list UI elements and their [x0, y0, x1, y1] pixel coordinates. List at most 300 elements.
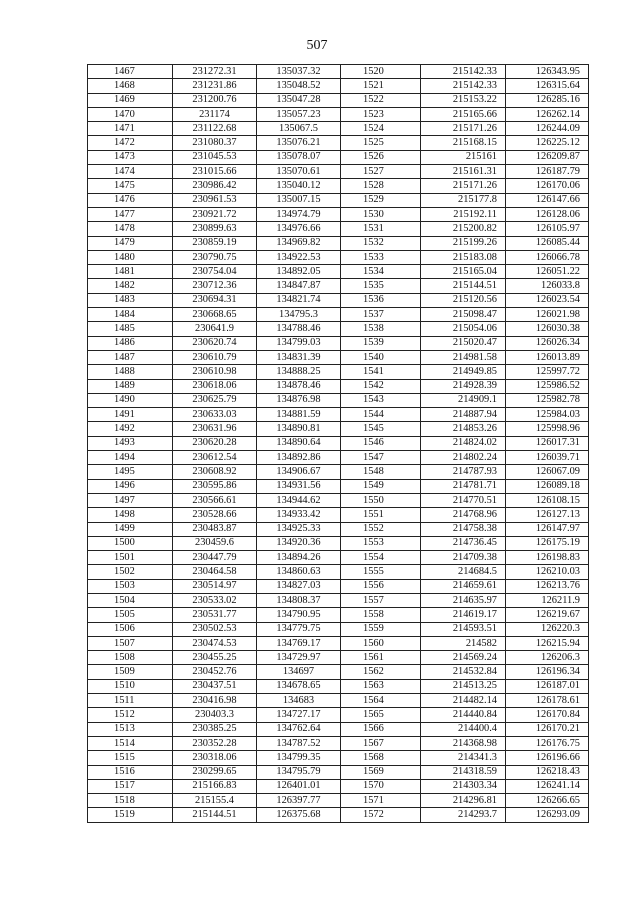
table-row	[88, 551, 589, 565]
table-row	[88, 465, 589, 479]
point-number-cell: 1501	[88, 551, 173, 565]
point-number-cell: 1508	[88, 651, 173, 665]
x-coordinate-cell: 214593.51	[421, 622, 506, 636]
y-coordinate-cell: 126017.31	[506, 436, 589, 450]
point-number-cell: 1485	[88, 322, 173, 336]
table-row	[88, 79, 589, 93]
table-row	[88, 679, 589, 693]
y-coordinate-cell: 126170.21	[506, 722, 589, 736]
y-coordinate-cell: 125984.03	[506, 408, 589, 422]
point-number-cell: 1498	[88, 508, 173, 522]
y-coordinate-cell: 134808.37	[257, 593, 341, 607]
x-coordinate-cell: 214635.97	[421, 593, 506, 607]
x-coordinate-cell: 231015.66	[173, 165, 257, 179]
point-number-cell: 1548	[341, 465, 421, 479]
x-coordinate-cell: 214303.34	[421, 779, 506, 793]
x-coordinate-cell: 214532.84	[421, 665, 506, 679]
table-row	[88, 694, 589, 708]
y-coordinate-cell: 125998.96	[506, 422, 589, 436]
y-coordinate-cell: 135040.12	[257, 179, 341, 193]
x-coordinate-cell: 230416.98	[173, 694, 257, 708]
point-number-cell: 1543	[341, 393, 421, 407]
point-number-cell: 1564	[341, 694, 421, 708]
x-coordinate-cell: 230986.42	[173, 179, 257, 193]
x-coordinate-cell: 215142.33	[421, 79, 506, 93]
x-coordinate-cell: 214400.4	[421, 722, 506, 736]
x-coordinate-cell: 215142.33	[421, 65, 506, 79]
x-coordinate-cell: 231231.86	[173, 79, 257, 93]
point-number-cell: 1518	[88, 794, 173, 808]
point-number-cell: 1524	[341, 122, 421, 136]
x-coordinate-cell: 214709.38	[421, 551, 506, 565]
y-coordinate-cell: 126266.65	[506, 794, 589, 808]
x-coordinate-cell: 215161.31	[421, 165, 506, 179]
y-coordinate-cell: 134892.86	[257, 451, 341, 465]
y-coordinate-cell: 134922.53	[257, 250, 341, 264]
coordinates-table	[87, 64, 589, 823]
x-coordinate-cell: 214802.24	[421, 451, 506, 465]
y-coordinate-cell: 126285.16	[506, 93, 589, 107]
point-number-cell: 1511	[88, 694, 173, 708]
y-coordinate-cell: 134925.33	[257, 522, 341, 536]
x-coordinate-cell: 231122.68	[173, 122, 257, 136]
x-coordinate-cell: 230437.51	[173, 679, 257, 693]
x-coordinate-cell: 230712.36	[173, 279, 257, 293]
x-coordinate-cell: 230790.75	[173, 250, 257, 264]
point-number-cell: 1484	[88, 308, 173, 322]
table-row	[88, 765, 589, 779]
point-number-cell: 1551	[341, 508, 421, 522]
y-coordinate-cell: 126051.22	[506, 265, 589, 279]
point-number-cell: 1566	[341, 722, 421, 736]
table-row	[88, 708, 589, 722]
point-number-cell: 1565	[341, 708, 421, 722]
table-row	[88, 451, 589, 465]
x-coordinate-cell: 215165.04	[421, 265, 506, 279]
x-coordinate-cell: 215171.26	[421, 179, 506, 193]
y-coordinate-cell: 134890.64	[257, 436, 341, 450]
x-coordinate-cell: 230528.66	[173, 508, 257, 522]
x-coordinate-cell: 215153.22	[421, 93, 506, 107]
x-coordinate-cell: 214368.98	[421, 736, 506, 750]
y-coordinate-cell: 125997.72	[506, 365, 589, 379]
y-coordinate-cell: 126343.95	[506, 65, 589, 79]
x-coordinate-cell: 214482.14	[421, 694, 506, 708]
y-coordinate-cell: 126039.71	[506, 451, 589, 465]
y-coordinate-cell: 126026.34	[506, 336, 589, 350]
x-coordinate-cell: 214440.84	[421, 708, 506, 722]
x-coordinate-cell: 214318.59	[421, 765, 506, 779]
y-coordinate-cell: 135067.5	[257, 122, 341, 136]
point-number-cell: 1529	[341, 193, 421, 207]
x-coordinate-cell: 230403.3	[173, 708, 257, 722]
y-coordinate-cell: 134779.75	[257, 622, 341, 636]
point-number-cell: 1490	[88, 393, 173, 407]
x-coordinate-cell: 231080.37	[173, 136, 257, 150]
x-coordinate-cell: 230610.79	[173, 350, 257, 364]
point-number-cell: 1537	[341, 308, 421, 322]
point-number-cell: 1480	[88, 250, 173, 264]
y-coordinate-cell: 126089.18	[506, 479, 589, 493]
point-number-cell: 1476	[88, 193, 173, 207]
y-coordinate-cell: 126244.09	[506, 122, 589, 136]
point-number-cell: 1474	[88, 165, 173, 179]
table-row	[88, 794, 589, 808]
point-number-cell: 1560	[341, 636, 421, 650]
table-row	[88, 308, 589, 322]
x-coordinate-cell: 215177.8	[421, 193, 506, 207]
y-coordinate-cell: 126196.66	[506, 751, 589, 765]
y-coordinate-cell: 134799.03	[257, 336, 341, 350]
point-number-cell: 1479	[88, 236, 173, 250]
x-coordinate-cell: 214569.24	[421, 651, 506, 665]
y-coordinate-cell: 134878.46	[257, 379, 341, 393]
y-coordinate-cell: 134881.59	[257, 408, 341, 422]
y-coordinate-cell: 126175.19	[506, 536, 589, 550]
y-coordinate-cell: 134876.98	[257, 393, 341, 407]
y-coordinate-cell: 135057.23	[257, 107, 341, 121]
table-row	[88, 565, 589, 579]
table-row	[88, 751, 589, 765]
x-coordinate-cell: 214293.7	[421, 808, 506, 822]
y-coordinate-cell: 134931.56	[257, 479, 341, 493]
point-number-cell: 1482	[88, 279, 173, 293]
x-coordinate-cell: 215183.08	[421, 250, 506, 264]
x-coordinate-cell: 230447.79	[173, 551, 257, 565]
x-coordinate-cell: 214853.26	[421, 422, 506, 436]
point-number-cell: 1549	[341, 479, 421, 493]
x-coordinate-cell: 214887.94	[421, 408, 506, 422]
x-coordinate-cell: 214787.93	[421, 465, 506, 479]
x-coordinate-cell: 230899.63	[173, 222, 257, 236]
point-number-cell: 1530	[341, 207, 421, 221]
table-row	[88, 336, 589, 350]
page-number: 507	[306, 38, 328, 53]
x-coordinate-cell: 215168.15	[421, 136, 506, 150]
x-coordinate-cell: 230610.98	[173, 365, 257, 379]
x-coordinate-cell: 215161	[421, 150, 506, 164]
x-coordinate-cell: 214659.61	[421, 579, 506, 593]
y-coordinate-cell: 126241.14	[506, 779, 589, 793]
x-coordinate-cell: 214296.81	[421, 794, 506, 808]
y-coordinate-cell: 126401.01	[257, 779, 341, 793]
point-number-cell: 1468	[88, 79, 173, 93]
point-number-cell: 1493	[88, 436, 173, 450]
table-row	[88, 179, 589, 193]
y-coordinate-cell: 126375.68	[257, 808, 341, 822]
x-coordinate-cell: 230631.96	[173, 422, 257, 436]
table-row	[88, 579, 589, 593]
point-number-cell: 1568	[341, 751, 421, 765]
table-row	[88, 393, 589, 407]
y-coordinate-cell: 126085.44	[506, 236, 589, 250]
y-coordinate-cell: 134769.17	[257, 636, 341, 650]
y-coordinate-cell: 126213.76	[506, 579, 589, 593]
table-row	[88, 122, 589, 136]
y-coordinate-cell: 126187.01	[506, 679, 589, 693]
y-coordinate-cell: 126211.9	[506, 593, 589, 607]
point-number-cell: 1536	[341, 293, 421, 307]
x-coordinate-cell: 230502.53	[173, 622, 257, 636]
y-coordinate-cell: 126187.79	[506, 165, 589, 179]
y-coordinate-cell: 126013.89	[506, 350, 589, 364]
y-coordinate-cell: 126315.64	[506, 79, 589, 93]
table-row	[88, 479, 589, 493]
table-row	[88, 265, 589, 279]
x-coordinate-cell: 230859.19	[173, 236, 257, 250]
x-coordinate-cell: 230299.65	[173, 765, 257, 779]
y-coordinate-cell: 126178.61	[506, 694, 589, 708]
y-coordinate-cell: 134795.3	[257, 308, 341, 322]
point-number-cell: 1503	[88, 579, 173, 593]
y-coordinate-cell: 126215.94	[506, 636, 589, 650]
point-number-cell: 1505	[88, 608, 173, 622]
x-coordinate-cell: 230633.03	[173, 408, 257, 422]
table-row	[88, 107, 589, 121]
point-number-cell: 1559	[341, 622, 421, 636]
y-coordinate-cell: 134683	[257, 694, 341, 708]
x-coordinate-cell: 231272.31	[173, 65, 257, 79]
x-coordinate-cell: 230566.61	[173, 493, 257, 507]
y-coordinate-cell: 126030.38	[506, 322, 589, 336]
x-coordinate-cell: 215171.26	[421, 122, 506, 136]
x-coordinate-cell: 214781.71	[421, 479, 506, 493]
y-coordinate-cell: 126218.43	[506, 765, 589, 779]
x-coordinate-cell: 214949.85	[421, 365, 506, 379]
point-number-cell: 1495	[88, 465, 173, 479]
point-number-cell: 1563	[341, 679, 421, 693]
x-coordinate-cell: 214736.45	[421, 536, 506, 550]
x-coordinate-cell: 215144.51	[421, 279, 506, 293]
point-number-cell: 1475	[88, 179, 173, 193]
point-number-cell: 1491	[88, 408, 173, 422]
x-coordinate-cell: 214619.17	[421, 608, 506, 622]
x-coordinate-cell: 215199.26	[421, 236, 506, 250]
x-coordinate-cell: 230452.76	[173, 665, 257, 679]
table-row	[88, 250, 589, 264]
table-row	[88, 293, 589, 307]
x-coordinate-cell: 230514.97	[173, 579, 257, 593]
x-coordinate-cell: 230641.9	[173, 322, 257, 336]
x-coordinate-cell: 230618.06	[173, 379, 257, 393]
table-row	[88, 665, 589, 679]
table-row	[88, 222, 589, 236]
y-coordinate-cell: 126066.78	[506, 250, 589, 264]
y-coordinate-cell: 126147.66	[506, 193, 589, 207]
point-number-cell: 1556	[341, 579, 421, 593]
x-coordinate-cell: 215144.51	[173, 808, 257, 822]
x-coordinate-cell: 214341.3	[421, 751, 506, 765]
y-coordinate-cell: 126209.87	[506, 150, 589, 164]
y-coordinate-cell: 134729.97	[257, 651, 341, 665]
x-coordinate-cell: 231045.53	[173, 150, 257, 164]
table-row	[88, 207, 589, 221]
table-row	[88, 193, 589, 207]
x-coordinate-cell: 230625.79	[173, 393, 257, 407]
point-number-cell: 1467	[88, 65, 173, 79]
x-coordinate-cell: 215020.47	[421, 336, 506, 350]
x-coordinate-cell: 231174	[173, 107, 257, 121]
x-coordinate-cell: 230595.86	[173, 479, 257, 493]
x-coordinate-cell: 230474.53	[173, 636, 257, 650]
point-number-cell: 1469	[88, 93, 173, 107]
point-number-cell: 1571	[341, 794, 421, 808]
table-row	[88, 608, 589, 622]
x-coordinate-cell: 215192.11	[421, 207, 506, 221]
point-number-cell: 1470	[88, 107, 173, 121]
point-number-cell: 1487	[88, 350, 173, 364]
y-coordinate-cell: 126067.09	[506, 465, 589, 479]
x-coordinate-cell: 230318.06	[173, 751, 257, 765]
y-coordinate-cell: 134976.66	[257, 222, 341, 236]
y-coordinate-cell: 126219.67	[506, 608, 589, 622]
table-row	[88, 408, 589, 422]
point-number-cell: 1538	[341, 322, 421, 336]
y-coordinate-cell: 134920.36	[257, 536, 341, 550]
point-number-cell: 1513	[88, 722, 173, 736]
point-number-cell: 1486	[88, 336, 173, 350]
y-coordinate-cell: 134860.63	[257, 565, 341, 579]
table-row	[88, 808, 589, 822]
point-number-cell: 1510	[88, 679, 173, 693]
table-row	[88, 350, 589, 364]
x-coordinate-cell: 230483.87	[173, 522, 257, 536]
point-number-cell: 1533	[341, 250, 421, 264]
point-number-cell: 1516	[88, 765, 173, 779]
point-number-cell: 1523	[341, 107, 421, 121]
x-coordinate-cell: 230694.31	[173, 293, 257, 307]
point-number-cell: 1553	[341, 536, 421, 550]
y-coordinate-cell: 134787.52	[257, 736, 341, 750]
point-number-cell: 1496	[88, 479, 173, 493]
x-coordinate-cell: 214758.38	[421, 522, 506, 536]
y-coordinate-cell: 126170.84	[506, 708, 589, 722]
x-coordinate-cell: 215120.56	[421, 293, 506, 307]
x-coordinate-cell: 214824.02	[421, 436, 506, 450]
y-coordinate-cell: 134969.82	[257, 236, 341, 250]
point-number-cell: 1567	[341, 736, 421, 750]
point-number-cell: 1492	[88, 422, 173, 436]
y-coordinate-cell: 134790.95	[257, 608, 341, 622]
y-coordinate-cell: 126176.75	[506, 736, 589, 750]
point-number-cell: 1539	[341, 336, 421, 350]
point-number-cell: 1540	[341, 350, 421, 364]
coordinates-table-body	[88, 65, 589, 823]
x-coordinate-cell: 214981.58	[421, 350, 506, 364]
table-row	[88, 508, 589, 522]
y-coordinate-cell: 134906.67	[257, 465, 341, 479]
point-number-cell: 1554	[341, 551, 421, 565]
point-number-cell: 1525	[341, 136, 421, 150]
y-coordinate-cell: 134892.05	[257, 265, 341, 279]
table-row	[88, 651, 589, 665]
y-coordinate-cell: 135078.07	[257, 150, 341, 164]
y-coordinate-cell: 135037.32	[257, 65, 341, 79]
y-coordinate-cell: 134974.79	[257, 207, 341, 221]
point-number-cell: 1520	[341, 65, 421, 79]
x-coordinate-cell: 230668.65	[173, 308, 257, 322]
y-coordinate-cell: 134821.74	[257, 293, 341, 307]
point-number-cell: 1512	[88, 708, 173, 722]
y-coordinate-cell: 135007.15	[257, 193, 341, 207]
table-row	[88, 436, 589, 450]
y-coordinate-cell: 134894.26	[257, 551, 341, 565]
table-row	[88, 522, 589, 536]
x-coordinate-cell: 230620.74	[173, 336, 257, 350]
x-coordinate-cell: 215098.47	[421, 308, 506, 322]
y-coordinate-cell: 135070.61	[257, 165, 341, 179]
table-row	[88, 279, 589, 293]
y-coordinate-cell: 134847.87	[257, 279, 341, 293]
y-coordinate-cell: 126293.09	[506, 808, 589, 822]
x-coordinate-cell: 215054.06	[421, 322, 506, 336]
x-coordinate-cell: 231200.76	[173, 93, 257, 107]
x-coordinate-cell: 214768.96	[421, 508, 506, 522]
point-number-cell: 1472	[88, 136, 173, 150]
point-number-cell: 1570	[341, 779, 421, 793]
table-row	[88, 536, 589, 550]
table-row	[88, 493, 589, 507]
x-coordinate-cell: 214513.25	[421, 679, 506, 693]
y-coordinate-cell: 134788.46	[257, 322, 341, 336]
y-coordinate-cell: 126262.14	[506, 107, 589, 121]
y-coordinate-cell: 134831.39	[257, 350, 341, 364]
point-number-cell: 1557	[341, 593, 421, 607]
table-row	[88, 365, 589, 379]
x-coordinate-cell: 215165.66	[421, 107, 506, 121]
y-coordinate-cell: 135076.21	[257, 136, 341, 150]
point-number-cell: 1569	[341, 765, 421, 779]
y-coordinate-cell: 126021.98	[506, 308, 589, 322]
table-row	[88, 622, 589, 636]
point-number-cell: 1519	[88, 808, 173, 822]
y-coordinate-cell: 134762.64	[257, 722, 341, 736]
x-coordinate-cell: 215155.4	[173, 794, 257, 808]
point-number-cell: 1488	[88, 365, 173, 379]
point-number-cell: 1506	[88, 622, 173, 636]
y-coordinate-cell: 134944.62	[257, 493, 341, 507]
y-coordinate-cell: 126023.54	[506, 293, 589, 307]
point-number-cell: 1546	[341, 436, 421, 450]
point-number-cell: 1483	[88, 293, 173, 307]
table-row	[88, 636, 589, 650]
point-number-cell: 1499	[88, 522, 173, 536]
x-coordinate-cell: 214909.1	[421, 393, 506, 407]
point-number-cell: 1535	[341, 279, 421, 293]
point-number-cell: 1558	[341, 608, 421, 622]
point-number-cell: 1528	[341, 179, 421, 193]
y-coordinate-cell: 126220.3	[506, 622, 589, 636]
x-coordinate-cell: 214928.39	[421, 379, 506, 393]
point-number-cell: 1504	[88, 593, 173, 607]
x-coordinate-cell: 230385.25	[173, 722, 257, 736]
point-number-cell: 1532	[341, 236, 421, 250]
x-coordinate-cell: 230464.58	[173, 565, 257, 579]
y-coordinate-cell: 134678.65	[257, 679, 341, 693]
point-number-cell: 1545	[341, 422, 421, 436]
y-coordinate-cell: 134890.81	[257, 422, 341, 436]
y-coordinate-cell: 126127.13	[506, 508, 589, 522]
y-coordinate-cell: 126397.77	[257, 794, 341, 808]
table-row	[88, 322, 589, 336]
y-coordinate-cell: 126206.3	[506, 651, 589, 665]
y-coordinate-cell: 126170.06	[506, 179, 589, 193]
table-row	[88, 779, 589, 793]
point-number-cell: 1527	[341, 165, 421, 179]
y-coordinate-cell: 126225.12	[506, 136, 589, 150]
y-coordinate-cell: 126198.83	[506, 551, 589, 565]
point-number-cell: 1550	[341, 493, 421, 507]
